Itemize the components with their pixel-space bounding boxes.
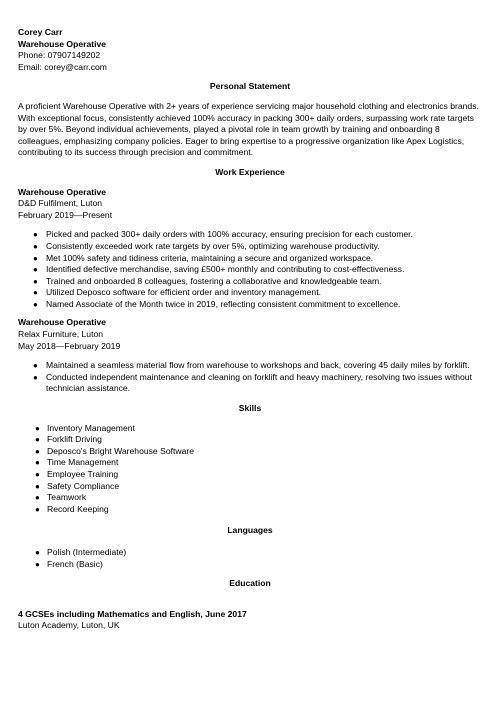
list-item xyxy=(18,547,482,559)
bullet-dot-icon: ● xyxy=(35,481,40,491)
bullet-dot-icon: ● xyxy=(33,230,38,240)
list-item xyxy=(18,423,482,435)
job-title: Warehouse Operative xyxy=(18,317,107,328)
list-item xyxy=(18,372,482,395)
bullet-dot-icon: ● xyxy=(35,446,40,456)
education-degree: 4 GCSEs including Mathematics and English, June 2017 xyxy=(18,608,247,619)
skill-text: Teamwork xyxy=(47,492,87,503)
list-item xyxy=(18,492,482,504)
list-item xyxy=(18,446,482,458)
bullet-text: Met 100% safety and tidiness criteria, maintaining a secure and organized workspace. xyxy=(46,252,374,263)
skill-text: Record Keeping xyxy=(47,503,109,514)
list-item xyxy=(18,504,482,516)
languages-list xyxy=(18,547,482,570)
list-item xyxy=(18,229,482,241)
bullet-dot-icon: ● xyxy=(33,241,38,251)
bullet-text: Trained and onboarded 8 colleagues, fostering a collaborative and knowledgeable team. xyxy=(46,275,382,286)
list-item xyxy=(18,469,482,481)
personal-statement-heading: Personal Statement xyxy=(209,81,291,92)
skill-text: Time Management xyxy=(47,457,119,468)
education-entry xyxy=(18,609,482,632)
bullet-text: Conducted independent maintenance and cleaning on forklift and heavy machinery, resolving two issues without technician assistance. xyxy=(46,371,472,394)
bullet-dot-icon: ● xyxy=(33,372,38,382)
bullet-dot-icon: ● xyxy=(33,265,38,275)
candidate-name: Corey Carr xyxy=(18,27,63,37)
bullet-dot-icon: ● xyxy=(35,547,40,557)
resume-page xyxy=(18,27,482,632)
list-item xyxy=(18,276,482,288)
list-item xyxy=(18,360,482,372)
skill-text: Employee Training xyxy=(47,469,119,479)
bullet-dot-icon: ● xyxy=(35,435,40,445)
language-text: Polish (Intermediate) xyxy=(47,546,127,557)
list-item xyxy=(18,299,482,311)
list-item xyxy=(18,457,482,469)
bullet-dot-icon: ● xyxy=(33,288,38,298)
skill-text: Safety Compliance xyxy=(47,480,120,491)
skills-heading: Skills xyxy=(238,403,262,414)
job-bullet-list xyxy=(18,229,482,310)
job-dates: February 2019—Present xyxy=(18,209,113,220)
list-item xyxy=(18,253,482,265)
job-dates: May 2018—February 2019 xyxy=(18,340,121,351)
phone-line: Phone: 07907149202 xyxy=(18,50,101,61)
work-experience-heading: Work Experience xyxy=(215,166,285,177)
job-bullet-list xyxy=(18,360,482,395)
candidate-title: Warehouse Operative xyxy=(18,38,107,49)
job-company: D&D Fulfilment, Luton xyxy=(18,198,103,209)
bullet-dot-icon: ● xyxy=(35,458,40,468)
job-entry xyxy=(18,317,482,395)
job-company: Relax Furniture, Luton xyxy=(18,329,104,340)
list-item xyxy=(18,434,482,446)
list-item xyxy=(18,481,482,493)
skill-text: Deposco's Bright Warehouse Software xyxy=(47,445,195,456)
job-entry xyxy=(18,187,482,311)
bullet-dot-icon: ● xyxy=(33,299,38,309)
contact-header xyxy=(18,27,482,73)
skills-list xyxy=(18,423,482,516)
list-item xyxy=(18,559,482,571)
list-item xyxy=(18,241,482,253)
bullet-dot-icon: ● xyxy=(35,423,40,433)
bullet-text: Named Associate of the Month twice in 2019, reflecting consistent commitment to excellence. xyxy=(46,298,401,309)
skill-text: Forklift Driving xyxy=(47,434,102,445)
bullet-dot-icon: ● xyxy=(35,470,40,479)
bullet-dot-icon: ● xyxy=(33,276,38,286)
bullet-dot-icon: ● xyxy=(33,253,38,263)
education-heading: Education xyxy=(229,578,271,589)
list-item xyxy=(18,264,482,276)
education-school: Luton Academy, Luton, UK xyxy=(18,620,120,631)
job-title: Warehouse Operative xyxy=(18,186,107,197)
languages-heading: Languages xyxy=(227,525,273,536)
bullet-dot-icon: ● xyxy=(35,493,40,503)
bullet-text: Consistently exceeded work rate targets by over 5%, optimizing warehouse productivity. xyxy=(46,240,380,251)
bullet-text: Identified defective merchandise, saving £500+ monthly and contributing to cost-effectiveness. xyxy=(46,264,405,275)
skill-text: Inventory Management xyxy=(47,422,135,433)
email-line: Email: corey@carr.com xyxy=(18,61,107,72)
bullet-dot-icon: ● xyxy=(33,361,38,371)
bullet-dot-icon: ● xyxy=(35,504,40,514)
bullet-dot-icon: ● xyxy=(35,559,40,569)
personal-statement-text: A proficient Warehouse Operative with 2+ years of experience servicing major household clothing and electronics brands. With exceptional focus, consistently achieved 100% accuracy in packing 300+ daily orders, surpassing work rate targets by over 5%. Beyond individual achievements, played a pivotal role in team growth by training and onboarding 8 colleagues, emphasizing company policies. Eager to bring expertise to a progressive organization like Apex Logistics, contributing to its success through precision and commitment. xyxy=(18,100,479,158)
bullet-text: Maintained a seamless material flow from warehouse to workshops and back, covering 45 daily miles by forklift. xyxy=(46,360,470,371)
bullet-text: Utilized Deposco software for efficient order and inventory management. xyxy=(46,287,321,298)
list-item xyxy=(18,287,482,299)
language-text: French (Basic) xyxy=(47,558,103,569)
bullet-text: Picked and packed 300+ daily orders with 100% accuracy, ensuring precision for each customer. xyxy=(46,229,413,240)
